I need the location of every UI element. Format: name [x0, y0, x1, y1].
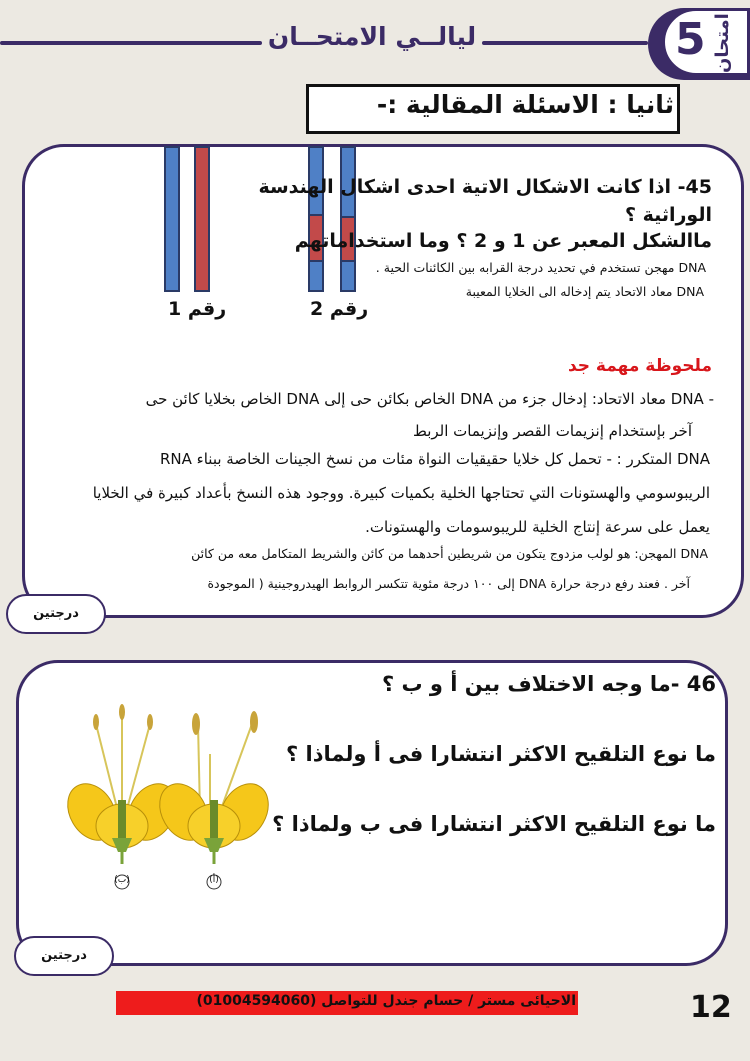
footer-contact-text: الاحيائى مستر / حسام جندل للتواصل (01004594060) [196, 993, 576, 1009]
strand-2-left-bottom [308, 260, 324, 292]
note-line-4: الريبوسومي والهستونات التي تحتاجها الخلية بكميات كبيرة. ووجود هذه النسخ بأعداد كبيرة في الخلايا [92, 484, 710, 502]
diagram-label-2: رقم 2 [310, 298, 369, 320]
q46-line-3: ما نوع التلقيح الاكثر انتشارا فى ب ولماذا ؟ [272, 812, 716, 836]
section-title: ثانيا : الاسئلة المقالية :- [376, 90, 674, 119]
header-title: ليالــي الامتحــان [267, 22, 477, 51]
page-number: 12 [690, 990, 732, 1025]
q46-line-1: 46 -ما وجه الاختلاف بين أ و ب ؟ [381, 672, 716, 696]
anther-icon [192, 713, 200, 735]
diagram-label-1: رقم 1 [168, 298, 227, 320]
anther-icon [250, 711, 258, 733]
q45-use-1: DNA مهجن تستخدم في تحديد درجة القرابه بين الكائنات الحية . [375, 260, 706, 275]
q46-line-2: ما نوع التلقيح الاكثر انتشارا فى أ ولماذا ؟ [286, 742, 716, 766]
strand-1-left [164, 146, 180, 292]
q45-use-2: DNA معاد الاتحاد يتم إدخاله الى الخلايا المعيبة [465, 284, 704, 299]
anther-icon [93, 714, 99, 730]
q45-line-3: ماالشكل المعبر عن 1 و 2 ؟ وما استخداماتهم [294, 230, 712, 252]
flower-a [150, 711, 278, 889]
flowers-illustration [60, 700, 280, 900]
grade-pill-2: درجتين [14, 936, 114, 976]
exam-word: امتحان [712, 13, 733, 73]
header-rule-left [0, 41, 262, 45]
note-line-3: DNA المتكرر : - تحمل كل خلايا حقيقيات النواة مئات من نسخ الجينات الخاصة ببناء RNA [160, 450, 710, 468]
note-line-7: آخر . فعند رفع درجة حرارة DNA إلى ١٠٠ درجة مئوية تتكسر الروابط الهيدروجينية ( الموجودة [207, 576, 690, 591]
note-title: ملحوظة مهمة جد [567, 356, 712, 376]
grade-pill-1: درجتين [6, 594, 106, 634]
q45-line-2: الوراثية ؟ [624, 204, 712, 226]
anther-icon [147, 714, 153, 730]
exam-number: 5 [675, 14, 706, 65]
note-line-5: يعمل على سرعة إنتاج الخلية للريبوسومات والهستونات. [365, 518, 710, 536]
flower-b-label: (ب) [114, 875, 130, 885]
note-line-1: - DNA معاد الاتحاد: إدخال جزء من DNA الخاص بكائن حى إلى DNA الخاص بخلايا كائن حى [145, 390, 714, 408]
strand-1-right [194, 146, 210, 292]
note-line-2: آخر بإستخدام إنزيمات القصر وإنزيمات الربط [412, 422, 692, 440]
header-rule-right [482, 41, 648, 45]
anther-icon [119, 704, 125, 720]
flower-a-label: (أ) [209, 875, 219, 885]
q45-line-1: 45- اذا كانت الاشكال الاتية احدى اشكال الهندسة [258, 176, 712, 198]
note-line-6: DNA المهجن: هو لولب مزدوج يتكون من شريطين أحدهما من كائن والشريط المتكامل معه من كائن [191, 546, 708, 561]
